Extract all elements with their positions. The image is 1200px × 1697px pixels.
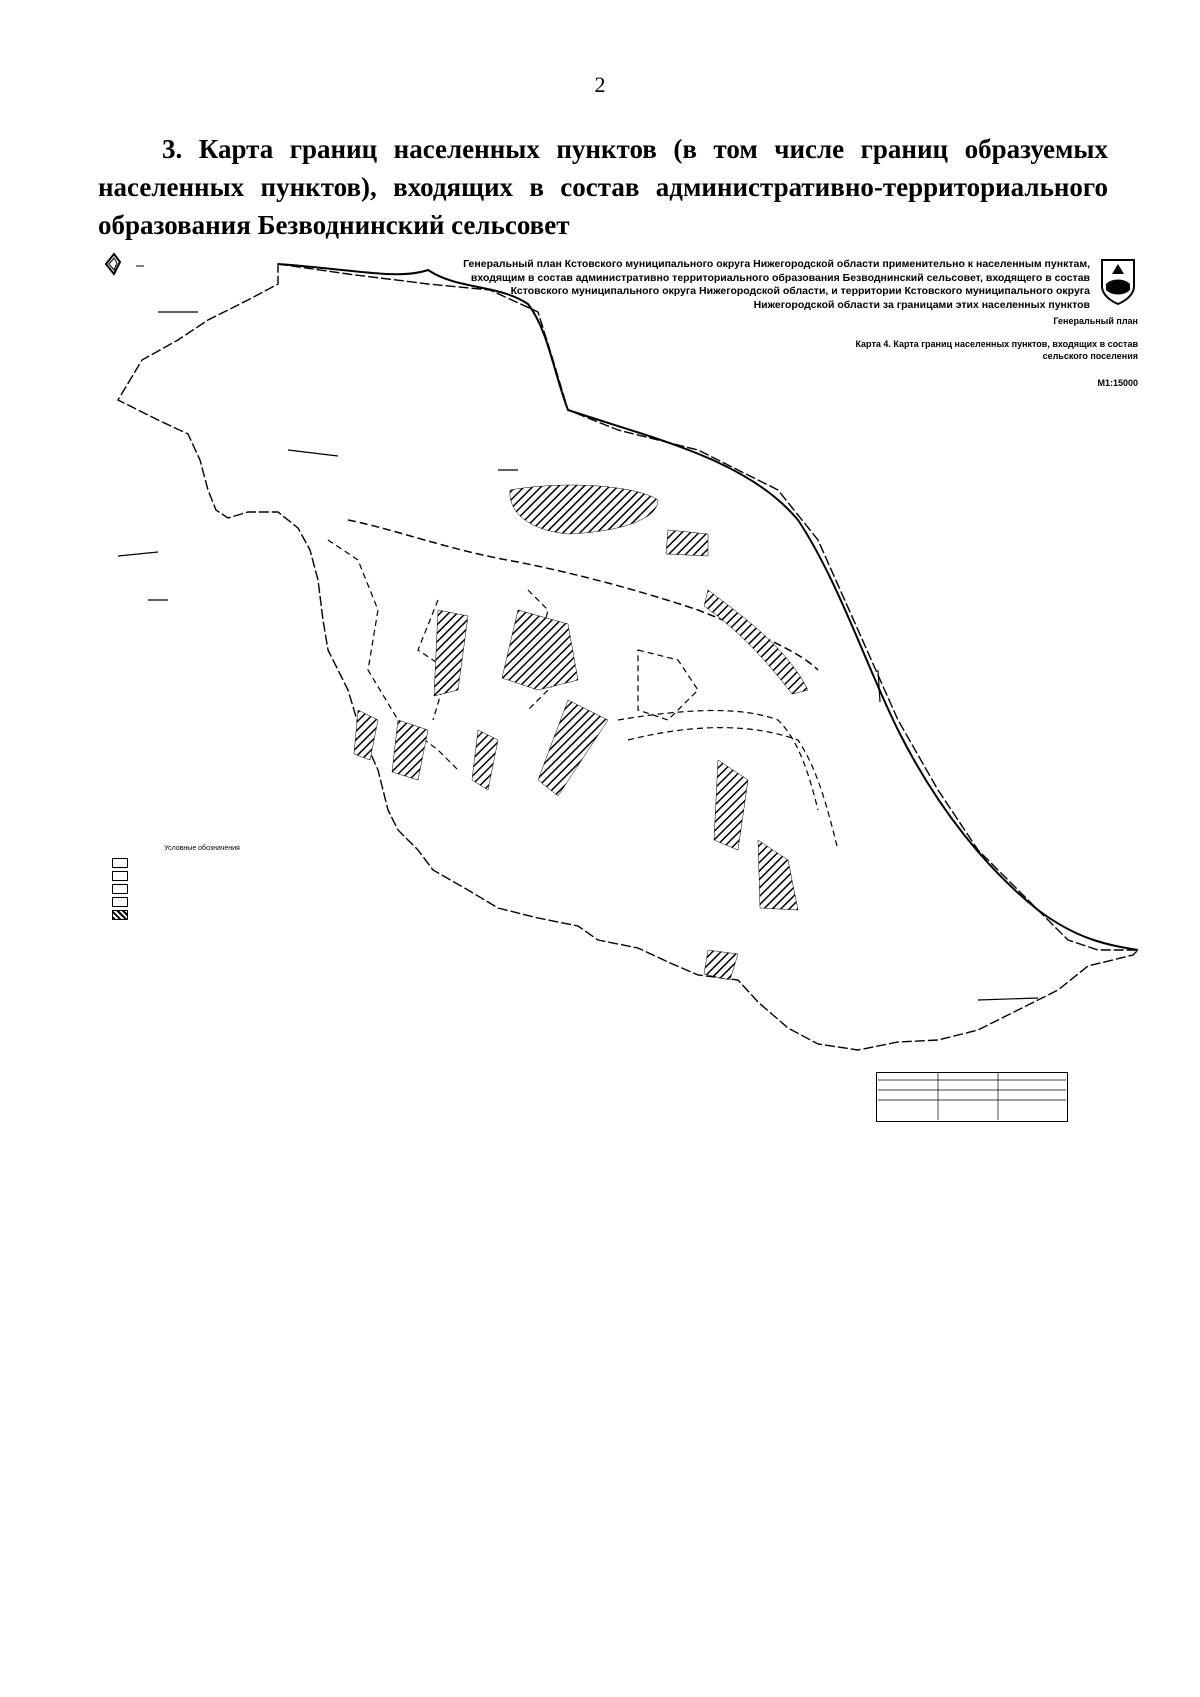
legend-row bbox=[112, 895, 292, 908]
settlement-boundary bbox=[638, 650, 698, 720]
coat-of-arms-icon bbox=[1098, 256, 1138, 306]
map-caption: Карта 4. Карта границ населенных пунктов, входящих в состав сельского поселения bbox=[855, 339, 1138, 361]
legend-title: Условные обозначения bbox=[164, 845, 240, 852]
legend-symbol bbox=[112, 858, 128, 868]
page-heading: 3. Карта границ населенных пунктов (в том числе границ образуемых населенных пунктов), входящих в состав административно-территориального образования Безводнинский сельсовет bbox=[98, 134, 1108, 240]
map bbox=[98, 250, 1138, 1170]
map-subtitle: Генеральный план bbox=[1053, 316, 1138, 326]
map-scale: М1:15000 bbox=[1097, 378, 1138, 388]
map-title: Генеральный план Кстовского муниципального округа Нижегородской области применительно к населенным пунктам, входящим в состав административно территориального образования Безводнинский сельсовет, входящего в состав Кстовского муниципального округа Нижегородской области, и территории Кстовского муниципального округа Нижегородской области за границами этих населенных пунктов bbox=[463, 258, 1090, 311]
legend-row bbox=[112, 856, 292, 869]
page-number: 2 bbox=[594, 72, 606, 97]
legend-symbol bbox=[112, 871, 128, 881]
legend-row bbox=[112, 869, 292, 882]
legend-row bbox=[112, 882, 292, 895]
legend-symbol bbox=[112, 897, 128, 907]
legend-row bbox=[112, 908, 292, 921]
legend-symbol bbox=[112, 910, 128, 920]
hatched-areas bbox=[354, 485, 808, 980]
north-arrow-icon bbox=[106, 254, 144, 274]
title-block bbox=[876, 1072, 1068, 1122]
legend-symbol bbox=[112, 884, 128, 894]
map-drawing bbox=[98, 250, 1138, 1170]
district-boundary bbox=[118, 264, 1138, 1050]
map-legend bbox=[112, 845, 292, 921]
